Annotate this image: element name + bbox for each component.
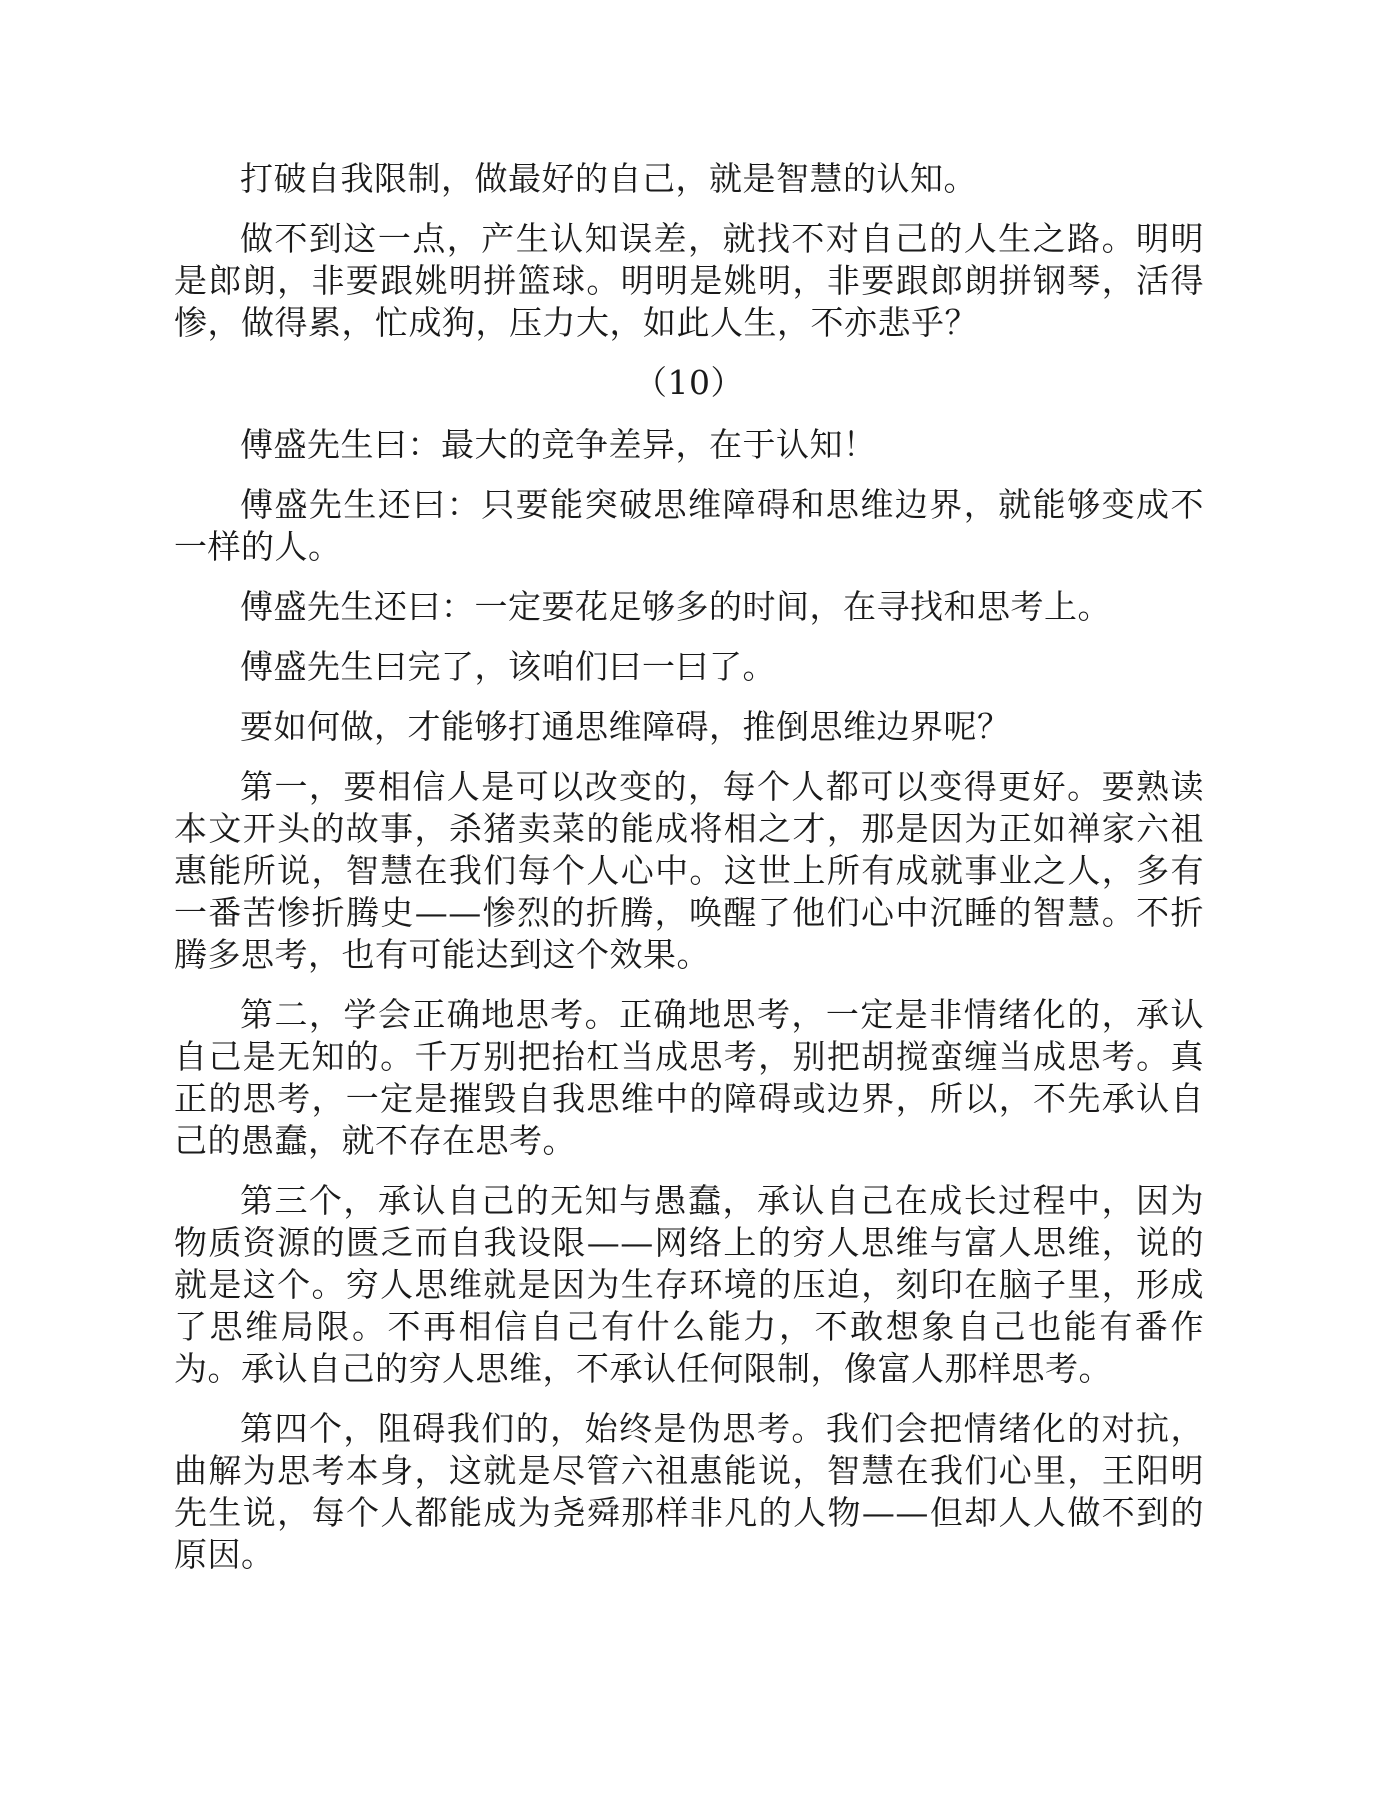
- paragraph: 第一，要相信人是可以改变的，每个人都可以变得更好。要熟读本文开头的故事，杀猪卖菜的能成将相之才，那是因为正如禅家六祖惠能所说，智慧在我们每个人心中。这世上所有成就事业之人，多有一番苦惨折腾史——惨烈的折腾，唤醒了他们心中沉睡的智慧。不折腾多思考，也有可能达到这个效果。: [174, 767, 1204, 974]
- paragraph: 傅盛先生曰：最大的竞争差异，在于认知！: [240, 425, 877, 464]
- section-number: （10）: [634, 363, 744, 402]
- paragraph: 第三个，承认自己的无知与愚蠢，承认自己在成长过程中，因为物质资源的匮乏而自我设限——网络上的穷人思维与富人思维，说的就是这个。穷人思维就是因为生存环境的压迫，刻印在脑子里，形成了思维局限。不再相信自己有什么能力，不敢想象自己也能有番作为。承认自己的穷人思维，不承认任何限制，像富人那样思考。: [174, 1181, 1204, 1388]
- paragraph: 第二，学会正确地思考。正确地思考，一定是非情绪化的，承认自己是无知的。千万别把抬杠当成思考，别把胡搅蛮缠当成思考。真正的思考，一定是摧毁自我思维中的障碍或边界，所以，不先承认自己的愚蠢，就不存在思考。: [174, 995, 1204, 1160]
- paragraph: 打破自我限制，做最好的自己，就是智慧的认知。: [240, 159, 977, 198]
- paragraph: 傅盛先生曰完了，该咱们曰一曰了。: [240, 647, 776, 686]
- paragraph: 第四个，阻碍我们的，始终是伪思考。我们会把情绪化的对抗，曲解为思考本身，这就是尽管六祖惠能说，智慧在我们心里，王阳明先生说，每个人都能成为尧舜那样非凡的人物——但却人人做不到的原因。: [174, 1409, 1204, 1574]
- paragraph: 做不到这一点，产生认知误差，就找不对自己的人生之路。明明是郎朗，非要跟姚明拼篮球。明明是姚明，非要跟郎朗拼钢琴，活得惨，做得累，忙成狗，压力大，如此人生，不亦悲乎？: [174, 219, 1204, 342]
- document-body: [174, 158, 1204, 1576]
- paragraph: 要如何做，才能够打通思维障碍，推倒思维边界呢？: [240, 707, 1011, 746]
- paragraph: 傅盛先生还曰：一定要花足够多的时间，在寻找和思考上。: [240, 587, 1111, 626]
- paragraph: 傅盛先生还曰：只要能突破思维障碍和思维边界，就能够变成不一样的人。: [174, 485, 1204, 566]
